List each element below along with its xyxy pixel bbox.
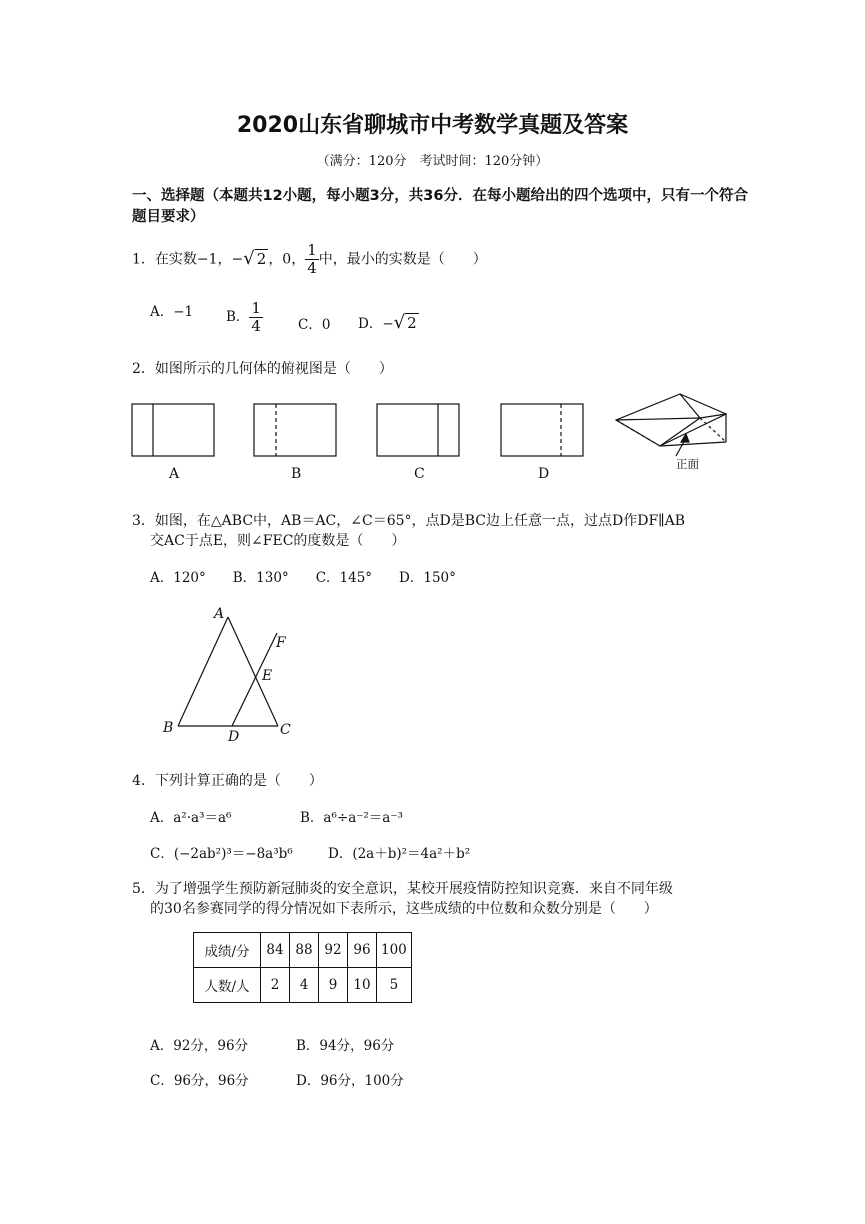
q4-option-a: A．a²·a³＝a⁶ (150, 810, 232, 826)
sqrt-2: √ 2 (243, 247, 267, 269)
front-view-label: 正面 (676, 457, 699, 471)
view-c-rect (377, 404, 459, 456)
page-title: 2020山东省聊城市中考数学真题及答案 (236, 113, 629, 138)
point-d: D (228, 729, 240, 745)
fraction-one-quarter: $\frac{1}{4}$ (307, 241, 317, 277)
table-cell: 100 (377, 933, 412, 968)
score-table (193, 932, 412, 1003)
view-a-rect (132, 404, 214, 456)
table-row (194, 968, 412, 1003)
table-cell: 4 (290, 968, 319, 1003)
question-1 (132, 242, 487, 277)
q5-option-a: A．92分，96分 (150, 1038, 249, 1054)
view-label-c: C (414, 466, 425, 482)
q1-option-a: A．−1 (150, 304, 194, 320)
q1-option-b: B． $\frac{1}{4}$ (226, 299, 261, 335)
q2-figures (120, 390, 760, 480)
point-f: F (276, 635, 286, 651)
q4-option-d: D．(2a＋b)²＝4a²＋b² (328, 846, 471, 862)
q4-option-b: B．a⁶÷a⁻²＝a⁻³ (300, 810, 403, 826)
point-c: C (280, 722, 291, 738)
table-row (194, 933, 412, 968)
table-cell: 92 (319, 933, 348, 968)
table-header-cell: 人数/人 (194, 968, 261, 1003)
table-cell: 84 (261, 933, 290, 968)
table-cell: 5 (377, 968, 412, 1003)
view-b-rect (254, 404, 336, 456)
view-label-b: B (291, 466, 302, 482)
view-label-a: A (169, 466, 180, 482)
q5-option-c: C．96分，96分 (150, 1073, 249, 1089)
q1-mid: ，0， (268, 251, 306, 268)
page-subtitle: （满分：120分 考试时间：120分钟） (316, 154, 549, 169)
q1-option-d: D．−√ 2 (358, 312, 417, 333)
q5-option-d: D．96分，100分 (296, 1073, 404, 1089)
point-a: A (214, 606, 225, 622)
q1-option-c: C．0 (298, 317, 331, 333)
view-label-d: D (538, 466, 550, 482)
q3-options: A．120° B．130° C．145° D．150° (150, 570, 456, 586)
question-5-line2: 的30名参赛同学的得分情况如下表所示，这些成绩的中位数和众数分别是（ ） (150, 901, 658, 917)
question-4: 4．下列计算正确的是（ ） (132, 773, 323, 789)
section-heading: 一、选择题（本题共12小题，每小题3分，共36分．在每小题给出的四个选项中，只有一个符合题目要求） (132, 188, 748, 225)
q4-option-c: C．(−2ab²)³＝−8a³b⁶ (150, 846, 293, 862)
triangle-figure (160, 600, 310, 745)
point-e: E (262, 668, 273, 684)
q5-option-b: B．94分，96分 (296, 1038, 395, 1054)
table-cell: 96 (348, 933, 377, 968)
table-cell: 9 (319, 968, 348, 1003)
question-2: 2．如图所示的几何体的俯视图是（ ） (132, 361, 393, 377)
side-ab (178, 617, 228, 726)
point-b: B (163, 720, 174, 736)
table-cell: 10 (348, 968, 377, 1003)
table-header-cell: 成绩/分 (194, 933, 261, 968)
solid-3d (616, 394, 726, 456)
question-3-line1: 3．如图，在△ABC中，AB＝AC，∠C＝65°，点D是BC边上任意一点，过点D作DF∥AB (132, 513, 686, 529)
table-cell: 2 (261, 968, 290, 1003)
q1-suffix: 中，最小的实数是（ ） (318, 251, 487, 268)
q1-prefix: 1．在实数−1，− (132, 251, 244, 268)
question-5-line1: 5．为了增强学生预防新冠肺炎的安全意识，某校开展疫情防控知识竞赛．来自不同年级 (132, 881, 673, 897)
table-cell: 88 (290, 933, 319, 968)
question-3-line2: 交AC于点E，则∠FEC的度数是（ ） (150, 533, 406, 549)
view-d-rect (501, 404, 583, 456)
